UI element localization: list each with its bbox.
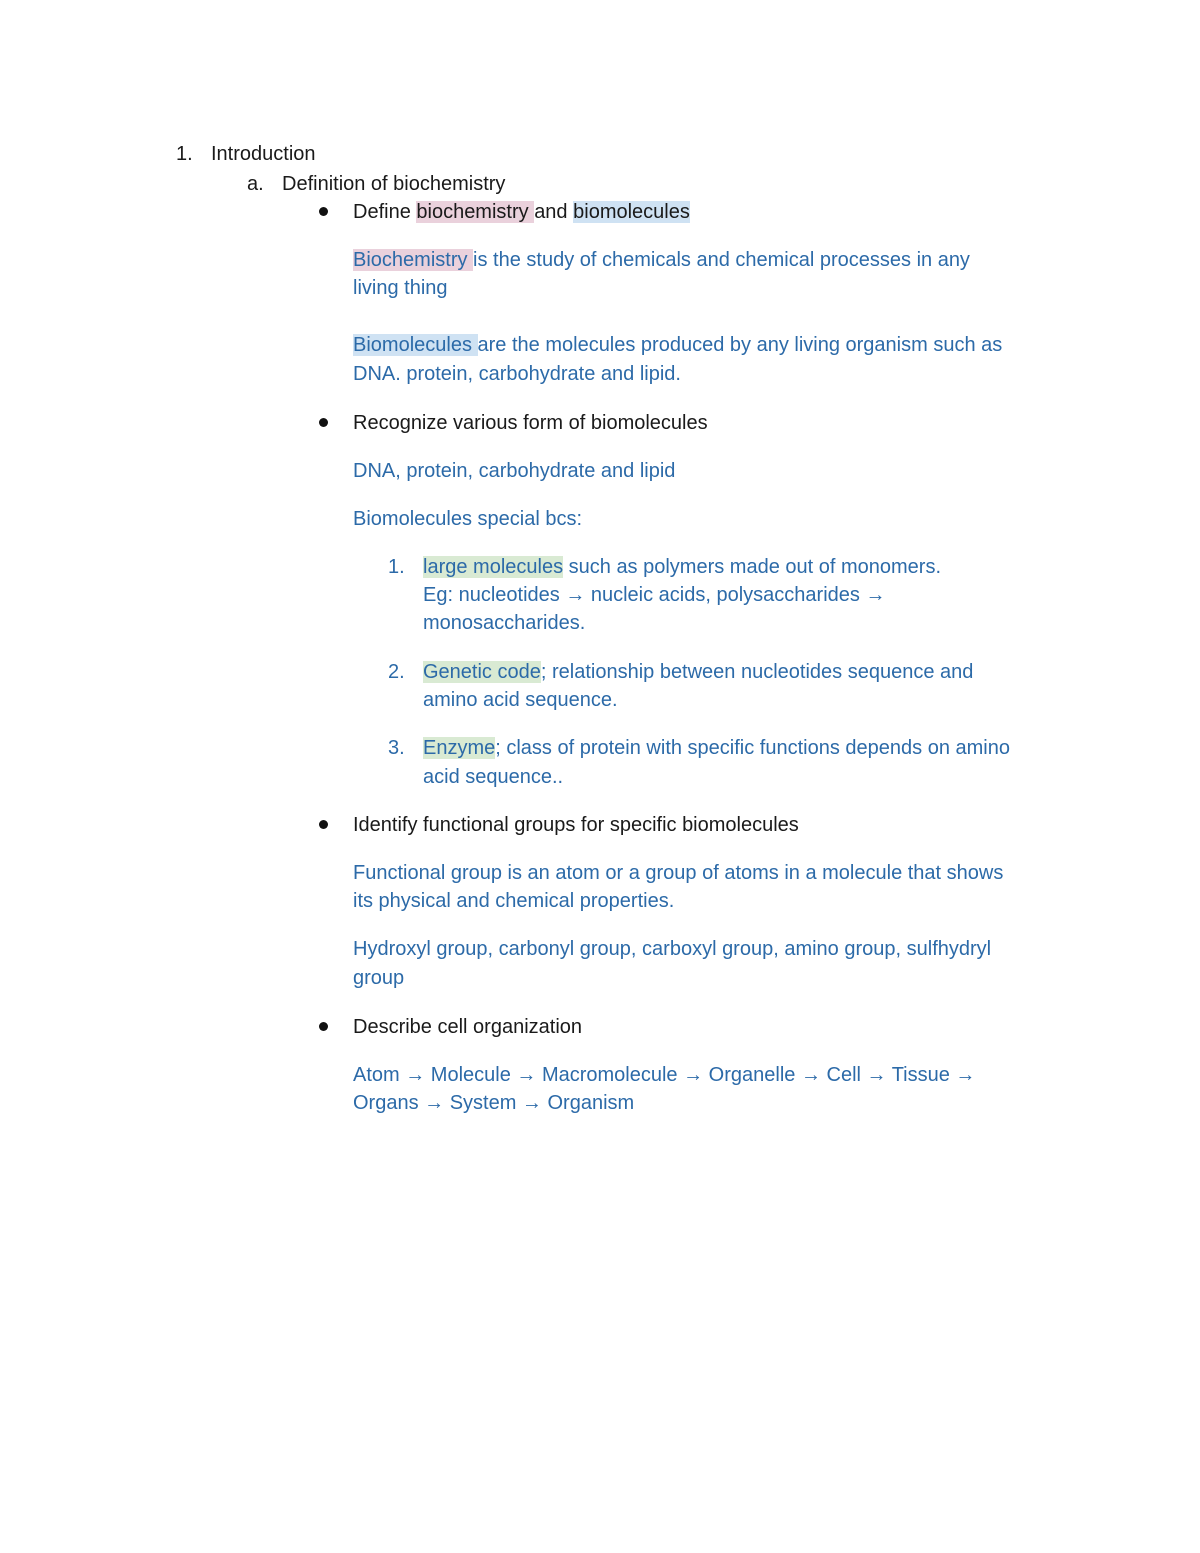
highlight-biochemistry-term: Biochemistry — [353, 249, 474, 271]
highlight-biochemistry: biochemistry — [416, 201, 535, 223]
biomolecule-forms-answer: DNA, protein, carbohydrate and lipid — [353, 460, 676, 482]
biomolecules-definition-line2: DNA. protein, carbohydrate and lipid. — [353, 363, 681, 385]
list-item-genetic-code-line2: amino acid sequence. — [423, 689, 618, 711]
bullet-dot — [319, 1022, 328, 1031]
biomolecules-definition-rest: are the molecules produced by any living organism such as — [477, 334, 1003, 356]
bullet-define-pre: Define — [353, 201, 417, 223]
bullet-dot — [319, 207, 328, 216]
highlight-genetic-code: Genetic code — [423, 661, 541, 683]
biochemistry-definition-rest: is the study of chemicals and chemical processes in any — [473, 249, 970, 271]
biomolecules-definition-line1 — [353, 331, 1002, 359]
bullet-recognize-label: Recognize various form of biomolecules — [353, 412, 708, 434]
functional-groups-list-line2: group — [353, 967, 405, 989]
highlight-enzyme: Enzyme — [423, 737, 496, 759]
subheading-title: Definition of biochemistry — [282, 173, 506, 195]
list-item-number: 2. — [388, 661, 405, 683]
biochemistry-definition-line1 — [353, 246, 970, 274]
special-intro: Biomolecules special bcs: — [353, 508, 582, 530]
functional-group-definition-line2: its physical and chemical properties. — [353, 890, 675, 912]
bullet-dot — [319, 820, 328, 829]
list-item-enzyme-line2: acid sequence.. — [423, 766, 564, 788]
functional-group-definition-line1: Functional group is an atom or a group of atoms in a molecule that shows — [353, 862, 1004, 884]
list-item-large-molecules-line3: monosaccharides. — [423, 612, 586, 634]
bullet-define-line — [353, 198, 690, 226]
highlight-biomolecules: biomolecules — [573, 201, 690, 223]
bullet-dot — [319, 418, 328, 427]
large-molecules-rest: such as polymers made out of monomers. — [563, 556, 942, 578]
list-item-large-molecules-line2: Eg: nucleotides → nucleic acids, polysaccharides → — [423, 584, 886, 606]
highlight-biomolecules-term: Biomolecules — [353, 334, 478, 356]
enzyme-rest: ; class of protein with specific functions depends on amino — [495, 737, 1010, 759]
bullet-cell-organization-label: Describe cell organization — [353, 1016, 583, 1038]
functional-groups-list-line1: Hydroxyl group, carbonyl group, carboxyl group, amino group, sulfhydryl — [353, 938, 992, 960]
list-item-enzyme-line1 — [423, 734, 1010, 762]
bullet-define-mid: and — [534, 201, 574, 223]
bullet-functional-groups-label: Identify functional groups for specific biomolecules — [353, 814, 799, 836]
genetic-code-rest: ; relationship between nucleotides sequence and — [540, 661, 974, 683]
list-item-number: 3. — [388, 737, 405, 759]
biochemistry-definition-line2: living thing — [353, 277, 448, 299]
list-item-genetic-code-line1 — [423, 658, 973, 686]
list-item-number: 1. — [388, 556, 405, 578]
cell-organization-chain-line1: Atom → Molecule → Macromolecule → Organelle → Cell → Tissue → — [353, 1064, 976, 1086]
heading-number: 1. — [176, 143, 193, 165]
heading-title: Introduction — [211, 143, 316, 165]
cell-organization-chain-line2: Organs → System → Organism — [353, 1092, 635, 1114]
list-item-large-molecules-line1 — [423, 553, 941, 581]
highlight-large-molecules: large molecules — [423, 556, 564, 578]
subheading-letter: a. — [247, 173, 264, 195]
